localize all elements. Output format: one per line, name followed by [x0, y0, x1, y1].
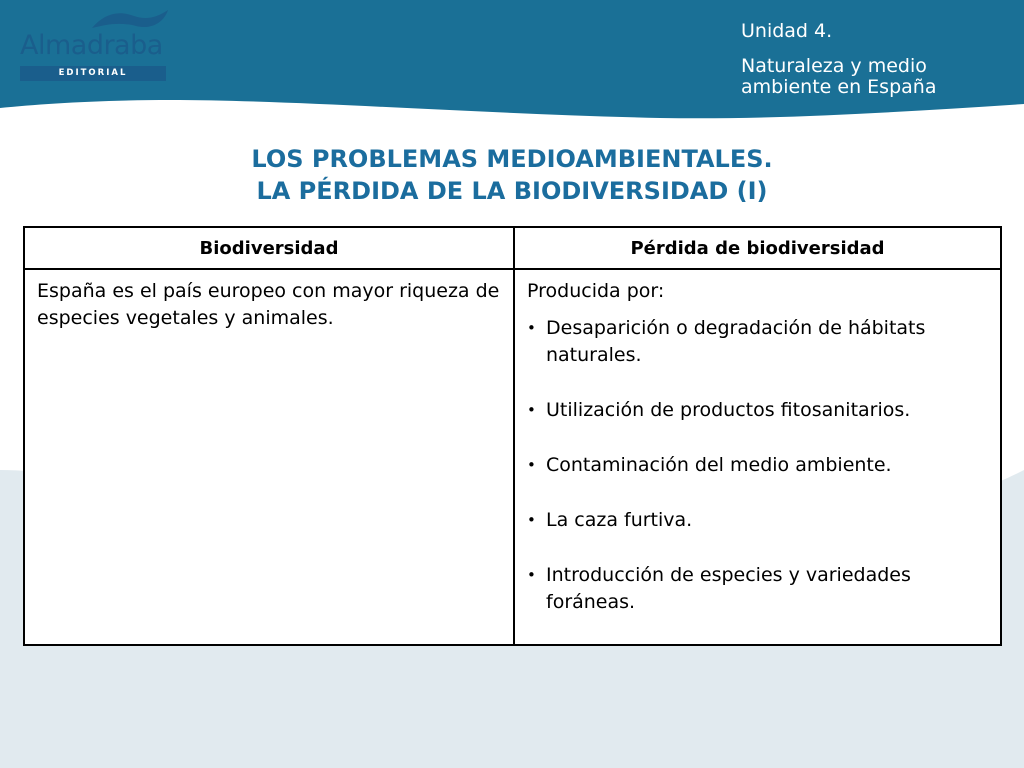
left-cell: [24, 269, 514, 645]
unit-header: [741, 20, 936, 98]
unit-subject-line: Naturaleza y medio: [741, 55, 927, 77]
list-item: • Introducción de especies y variedades foráneas.: [527, 562, 988, 616]
title-line: LA PÉRDIDA DE LA BIODIVERSIDAD (I): [256, 177, 768, 205]
table-header-row: [24, 227, 1001, 269]
logo-wordmark: Almadraba: [20, 30, 163, 61]
unit-label: Unidad 4.: [741, 20, 833, 42]
right-intro: Producida por:: [527, 280, 665, 302]
logo-subtitle: EDITORIAL: [20, 66, 166, 81]
list-item: • Contaminación del medio ambiente.: [527, 452, 988, 479]
almadraba-logo: [20, 6, 170, 82]
header-biodiversidad: Biodiversidad: [24, 227, 514, 269]
table-row: [24, 269, 1001, 645]
cause-list: [527, 315, 988, 616]
page-title: [0, 143, 1024, 207]
left-cell-text: España es el país europeo con mayor riqueza de especies vegetales y animales.: [37, 280, 500, 329]
list-item: • Desaparición o degradación de hábitats naturales.: [527, 315, 988, 369]
list-item: • Utilización de productos fitosanitarios.: [527, 397, 988, 424]
header-perdida: Pérdida de biodiversidad: [514, 227, 1001, 269]
unit-subject: [741, 56, 936, 98]
unit-subject-line: ambiente en España: [741, 76, 937, 98]
biodiversity-table: [23, 226, 1002, 646]
title-line: LOS PROBLEMAS MEDIOAMBIENTALES.: [251, 145, 773, 173]
list-item: • La caza furtiva.: [527, 507, 988, 534]
right-cell: [514, 269, 1001, 645]
